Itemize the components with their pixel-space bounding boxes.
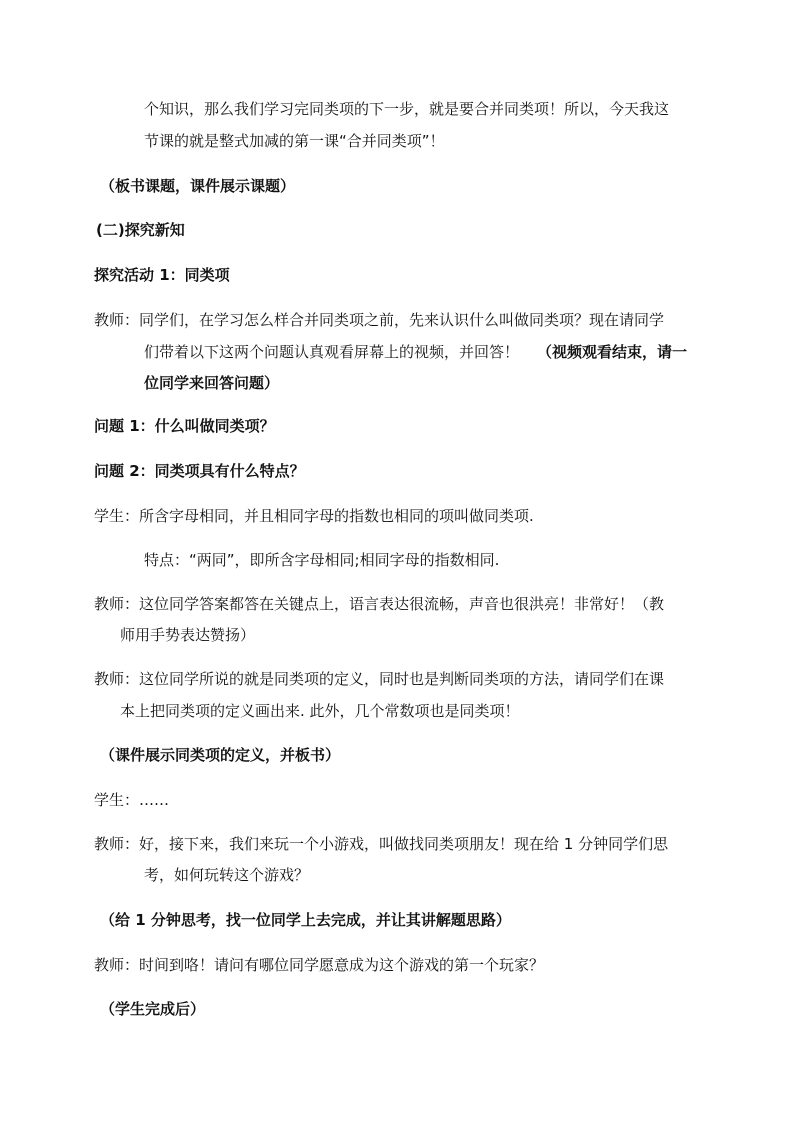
teacher-line-1b-bold: （视频观看结束，请一 [537, 343, 688, 361]
game-note: （给 1 分钟思考，找一位同学上去完成，并让其讲解题思路） [100, 911, 511, 929]
teacher-definition-line-1: 教师：这位同学所说的就是同类项的定义，同时也是判断同类项的方法，请同学们在课 [94, 670, 665, 688]
student-reply: 学生：…… [94, 791, 170, 809]
definition-note: （课件展示同类项的定义，并板书） [100, 746, 341, 764]
intro-line-1: 个知识，那么我们学习完同类项的下一步，就是要合并同类项！所以，今天我这 [144, 100, 670, 118]
question-2: 问题 2：同类项具有什么特点？ [94, 462, 305, 480]
board-note: （板书课题，课件展示课题） [100, 177, 296, 195]
teacher-line-1c: 位同学来回答问题） [144, 374, 280, 392]
teacher-line-1b [144, 341, 687, 363]
teacher-line-1a: 教师：同学们，在学习怎么样合并同类项之前，先来认识什么叫做同类项？现在请同学 [94, 311, 665, 329]
teacher-praise-line-2: 师用手势表达赞扬） [120, 626, 256, 644]
student-answer-line-1: 学生：所含字母相同，并且相同字母的指数也相同的项叫做同类项. [94, 507, 534, 525]
teacher-game-line-2: 考，如何玩转这个游戏？ [144, 866, 310, 884]
intro-line-2: 节课的就是整式加减的第一课“合并同类项”！ [144, 132, 445, 150]
teacher-game-line-1: 教师：好，接下来，我们来玩一个小游戏，叫做找同类项朋友！现在给 1 分钟同学们思 [94, 835, 669, 853]
student-answer-line-2: 特点：“两同”，即所含字母相同;相同字母的指数相同. [144, 551, 500, 569]
question-1: 问题 1：什么叫做同类项？ [94, 417, 275, 435]
teacher-line-1b-normal: 们带着以下这两个问题认真观看屏幕上的视频，并回答！ [144, 343, 520, 361]
teacher-praise-line-1: 教师：这位同学答案都答在关键点上，语言表达很流畅，声音也很洪亮！非常好！（教 [94, 595, 665, 613]
activity-title: 探究活动 1：同类项 [94, 266, 230, 284]
after-note: （学生完成后） [100, 1000, 206, 1018]
section-heading: (二)探究新知 [96, 221, 185, 239]
teacher-definition-line-2: 本上把同类项的定义画出来. 此外，几个常数项也是同类项！ [120, 702, 520, 720]
teacher-time-up: 教师：时间到咯！请问有哪位同学愿意成为这个游戏的第一个玩家？ [94, 956, 545, 974]
